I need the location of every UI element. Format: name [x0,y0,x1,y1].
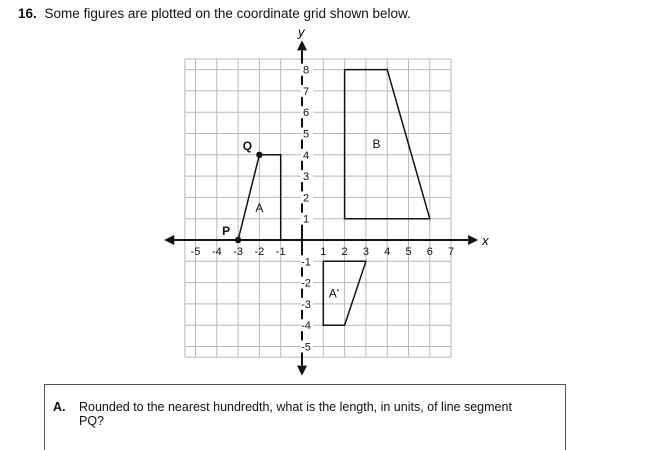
y-tick-label: -5 [301,341,311,354]
y-tick-label: 6 [302,107,310,120]
x-tick-label: 2 [341,246,348,258]
x-axis-label: x [482,233,489,248]
x-tick-label: -5 [190,246,201,258]
figure-label-A-prime: A' [328,286,340,301]
figure-label-B: B [372,137,381,152]
question-text: Some figures are plotted on the coordinate grid shown below. [44,6,411,21]
x-tick-label: 4 [384,246,391,258]
y-tick-label: 8 [302,64,310,77]
x-tick-label: 7 [448,246,455,258]
y-tick-label: 5 [302,128,310,141]
x-tick-label: 5 [405,246,412,258]
x-tick-label: -3 [233,246,243,258]
x-axis-arrow-left [164,235,174,245]
part-a-question: Rounded to the nearest hundredth, what is the length, in units, of line segment PQ? [79,400,512,428]
y-tick-label: -2 [301,277,311,290]
x-tick-label: 3 [362,246,369,258]
y-tick-label: -1 [301,256,311,269]
question-number: 16. [18,6,37,21]
y-tick-label: -4 [301,320,311,333]
point-Q [256,152,262,158]
x-tick-label: -1 [275,246,286,258]
point-P [235,237,241,243]
part-a-label: A. [53,400,66,414]
point-label-P: P [222,224,231,238]
x-axis-arrow-right [468,235,478,245]
x-tick-label: -2 [254,246,265,258]
figure-label-A: A [255,201,264,216]
y-axis-arrow-down [297,366,307,376]
y-tick-label: -3 [301,298,311,311]
y-axis-arrow-up [297,40,307,50]
y-tick-label: 4 [302,149,310,162]
point-label-Q: Q [242,138,253,153]
y-tick-label: 2 [302,192,310,205]
y-tick-label: 7 [302,85,310,98]
x-tick-label: 1 [320,246,327,258]
x-tick-label: -4 [211,246,222,258]
y-tick-label: 3 [302,171,310,184]
y-tick-label: 1 [302,213,310,226]
x-tick-label: 6 [426,246,433,258]
answer-box [44,384,566,450]
y-axis-label: y [298,24,305,40]
